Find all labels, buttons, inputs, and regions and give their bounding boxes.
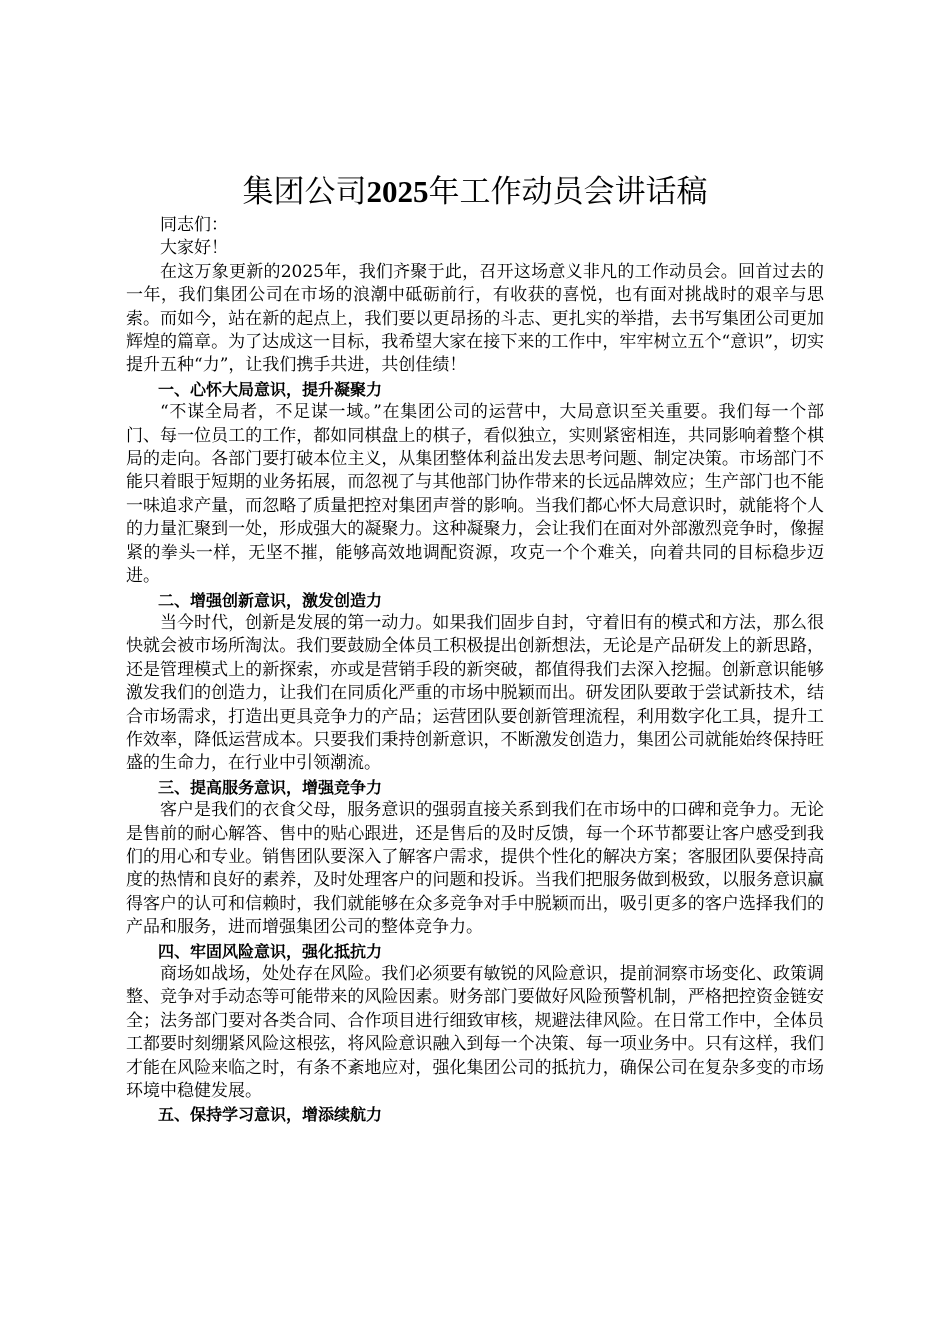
title-suffix: 年工作动员会讲话稿 [428, 174, 708, 210]
intro-paragraph: 在这万象更新的2025年，我们齐聚于此，召开这场意义非凡的工作动员会。回首过去的一年，我们集团公司在市场的浪潮中砥砺前行，有收获的喜悦，也有面对挑战时的艰辛与思索。而如今，站在新的起点上，我们要以更昂扬的斗志、更扎实的举措，去书写集团公司更加辉煌的篇章。为了达成这一目标，我希望大家在接下来的工作中，牢牢树立五个“意识”，切实提升五种“力”，让我们携手共进，共创佳绩！ [126, 261, 824, 376]
section-heading-1: 一、心怀大局意识，提升凝聚力 [158, 379, 383, 399]
section-body-3: 客户是我们的衣食父母，服务意识的强弱直接关系到我们在市场中的口碑和竞争力。无论是售前的耐心解答、售中的贴心跟进，还是售后的及时反馈，每一个环节都要让客户感受到我们的用心和专业。销售团队要深入了解客户需求，提供个性化的解决方案；客服团队要保持高度的热情和良好的素养，及时处理客户的问题和投诉。当我们把服务做到极致，以服务意识赢得客户的认可和信赖时，我们就能够在众多竞争对手中脱颖而出，吸引更多的客户选择我们的产品和服务，进而增强集团公司的整体竞争力。 [126, 800, 824, 938]
section-heading-2: 二、增强创新意识，激发创造力 [158, 590, 383, 610]
section-body-4: 商场如战场，处处存在风险。我们必须要有敏锐的风险意识，提前洞察市场变化、政策调整、竞争对手动态等可能带来的风险因素。财务部门要做好风险预警机制，严格把控资金链安全；法务部门要对各类合同、合作项目进行细致审核，规避法律风险。在日常工作中，全体员工都要时刻绷紧风险这根弦，将风险意识融入到每一个决策、每一项业务中。只有这样，我们才能在风险来临之时，有条不紊地应对，强化集团公司的抵抗力，确保公司在复杂多变的市场环境中稳健发展。 [126, 964, 824, 1102]
section-heading-4: 四、牢固风险意识，强化抵抗力 [158, 941, 383, 961]
greeting: 大家好！ [160, 238, 228, 259]
document-title [126, 172, 824, 212]
title-year: 2025 [366, 174, 429, 209]
section-heading-5: 五、保持学习意识，增添续航力 [158, 1105, 383, 1125]
title-prefix: 集团公司 [242, 174, 367, 210]
section-body-1: “不谋全局者，不足谋一域。”在集团公司的运营中，大局意识至关重要。我们每一个部门、每一位员工的工作，都如同棋盘上的棋子，看似独立，实则紧密相连，共同影响着整个棋局的走向。各部门要打破本位主义，从集团整体利益出发去思考问题、制定决策。市场部门不能只着眼于短期的业务拓展，而忽视了与其他部门协作带来的长远品牌效应；生产部门也不能一味追求产量，而忽略了质量把控对集团声誉的影响。当我们都心怀大局意识时，就能将个人的力量汇聚到一处，形成强大的凝聚力。这种凝聚力，会让我们在面对外部激烈竞争时，像握紧的拳头一样，无坚不摧，能够高效地调配资源，攻克一个个难关，向着共同的目标稳步迈进。 [126, 402, 824, 587]
document-body [126, 172, 824, 1127]
section-body-2: 当今时代，创新是发展的第一动力。如果我们固步自封，守着旧有的模式和方法，那么很快就会被市场所淘汰。我们要鼓励全体员工积极提出创新想法，无论是产品研发上的新思路，还是管理模式上的新探索，亦或是营销手段的新突破，都值得我们去深入挖掘。创新意识能够激发我们的创造力，让我们在同质化严重的市场中脱颖而出。研发团队要敢于尝试新技术，结合市场需求，打造出更具竞争力的产品；运营团队要创新管理流程，利用数字化工具，提升工作效率，降低运营成本。只要我们秉持创新意识，不断激发创造力，集团公司就能始终保持旺盛的生命力，在行业中引领潮流。 [126, 612, 824, 774]
section-heading-3: 三、提高服务意识，增强竞争力 [158, 777, 383, 797]
salutation: 同志们： [160, 215, 228, 235]
